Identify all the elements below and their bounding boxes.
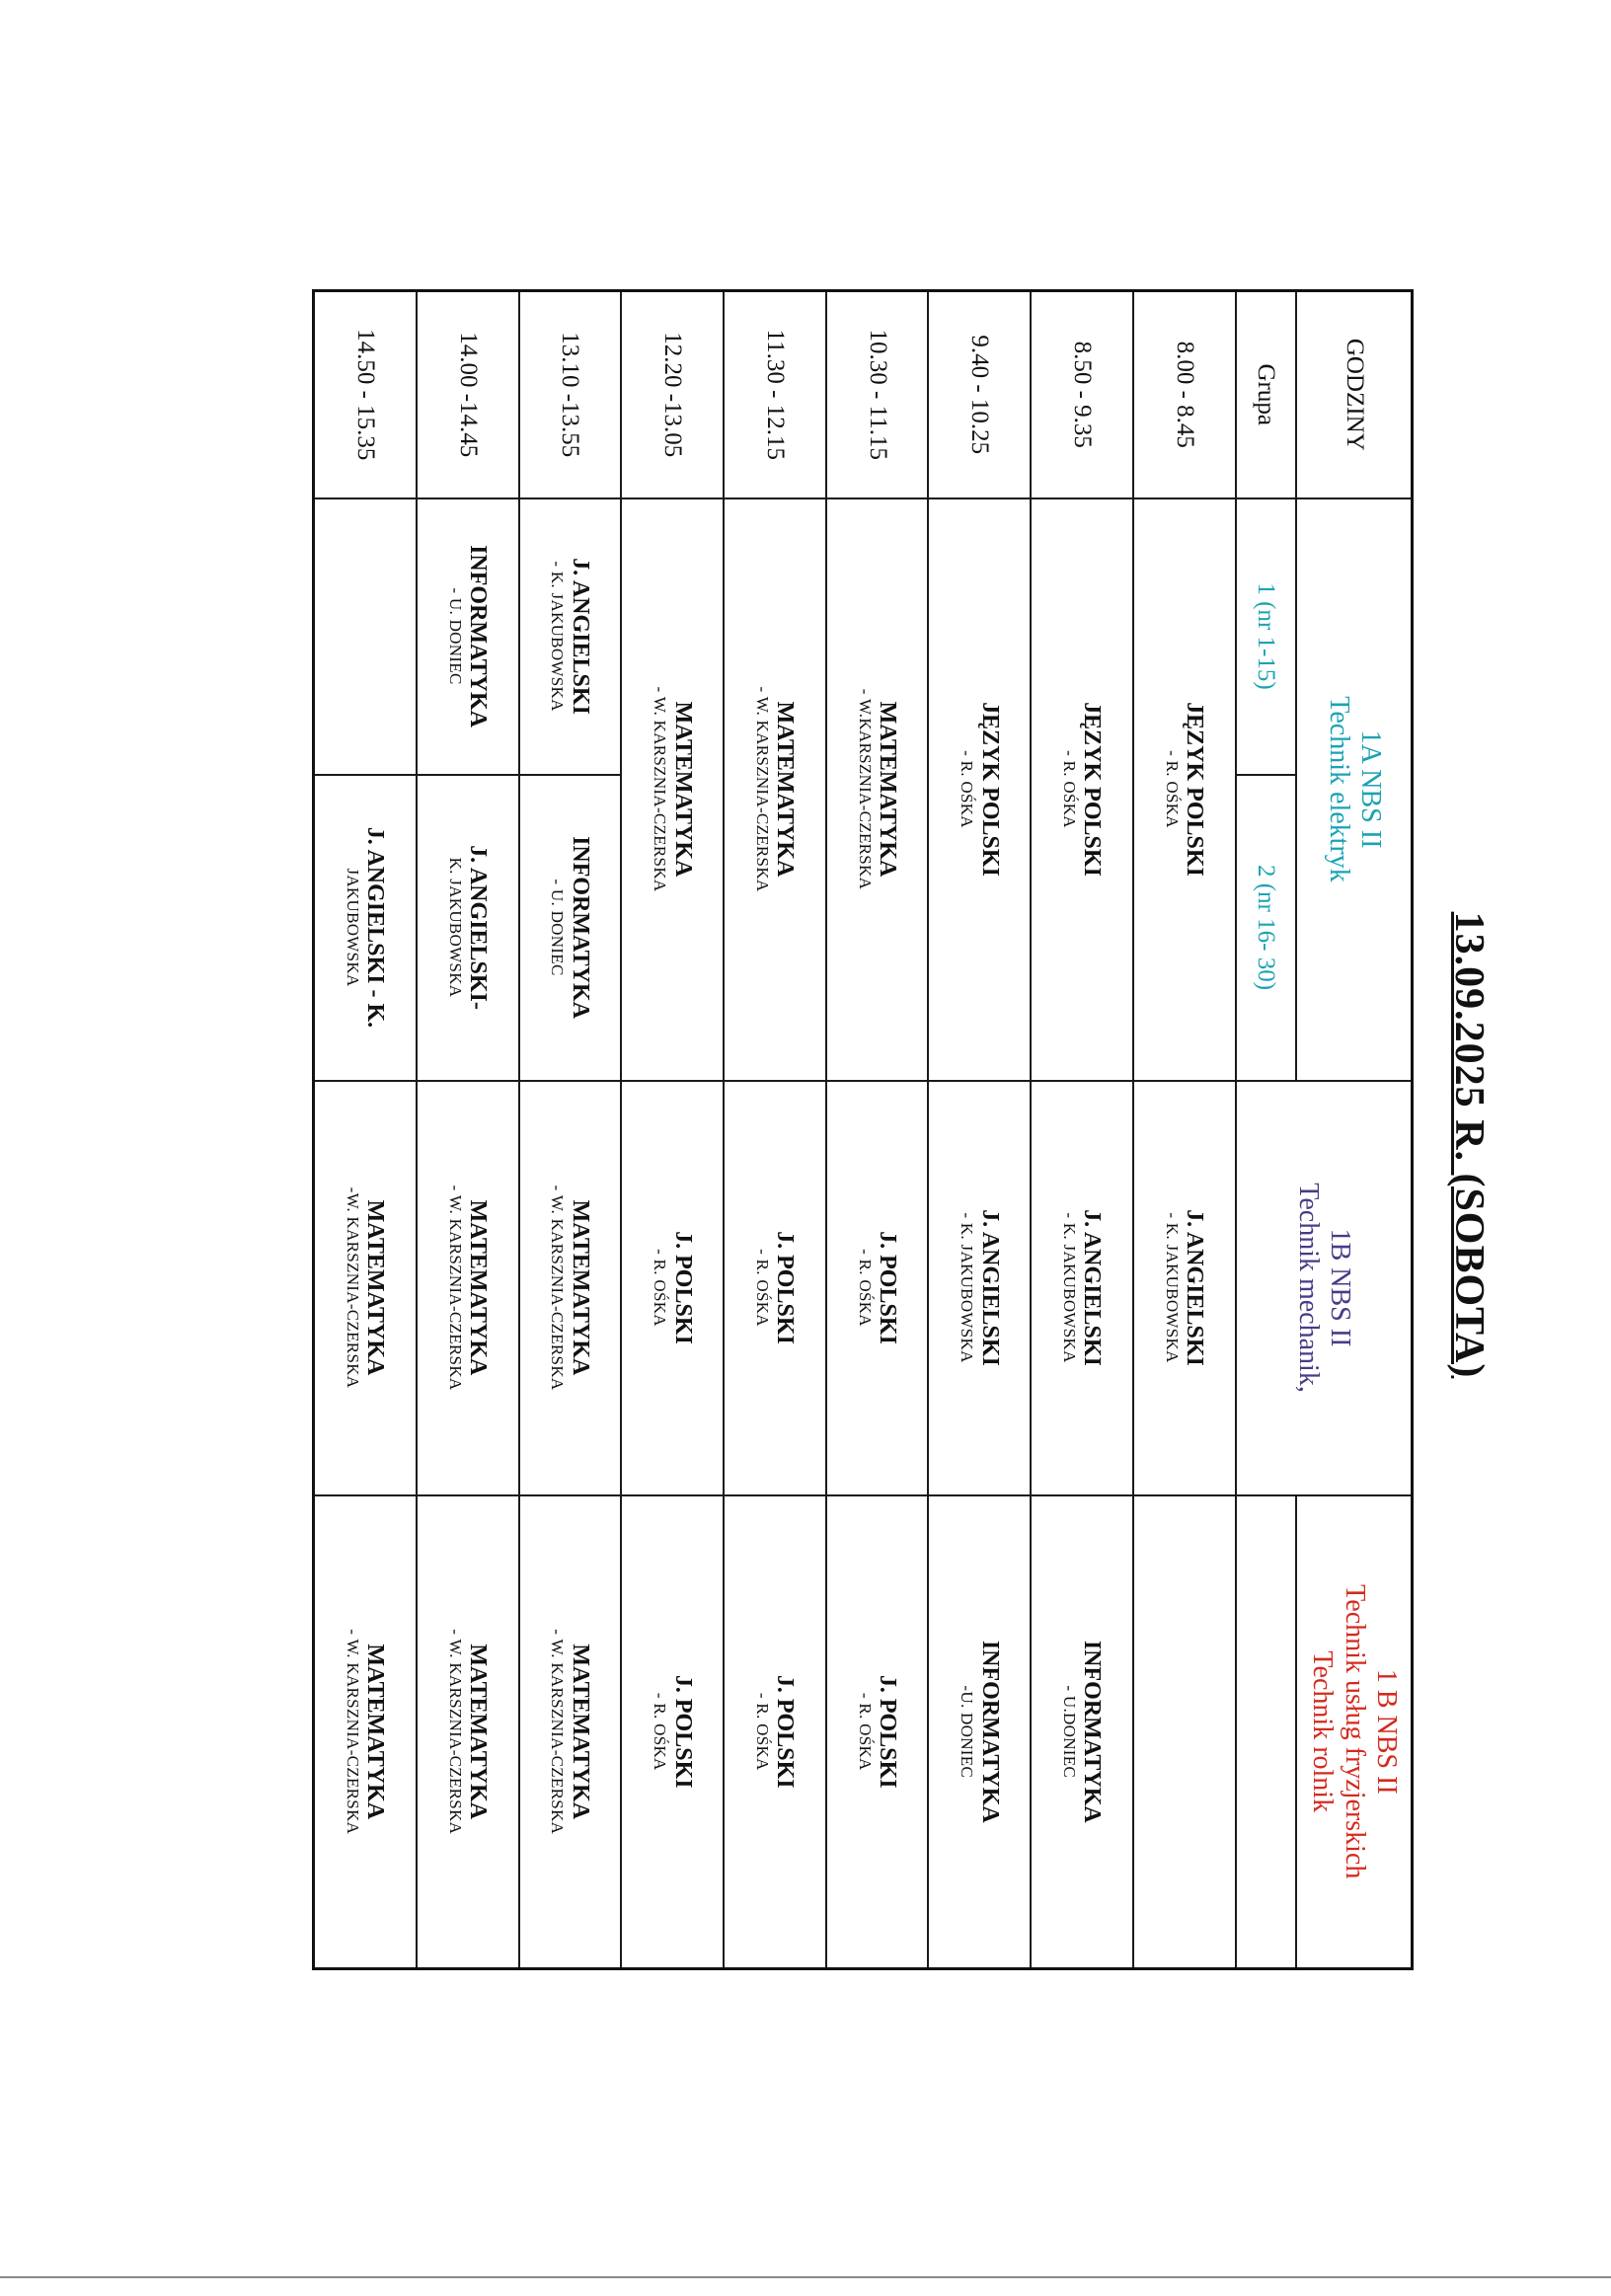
teacher: - W. KARSZNIA-CZERSKA <box>343 1629 362 1835</box>
subject: JĘZYK POLSKI <box>1079 702 1106 877</box>
lesson-1a <box>928 498 1031 1081</box>
subject: MATEMATYKA <box>772 701 799 878</box>
class-1b-profession: Technik mechanik, <box>1292 1183 1324 1393</box>
lesson-1b <box>519 1081 622 1495</box>
subject: J. ANGIELSKI <box>976 1209 1003 1366</box>
teacher: - R. OŚKA <box>752 1249 772 1327</box>
class-header-1b <box>1236 1081 1413 1495</box>
table-row <box>928 291 1031 1969</box>
subject: INFORMATYKA <box>976 1640 1003 1823</box>
class-1a-name: 1A NBS II <box>1354 729 1386 849</box>
subject: INFORMATYKA <box>567 836 593 1019</box>
table-row <box>621 291 724 1969</box>
time-cell: 14.00 -14.45 <box>417 291 519 498</box>
teacher: - W. KARSZNIA-CZERSKA <box>445 1629 465 1835</box>
subject: MATEMATYKA <box>669 701 696 878</box>
teacher: K. JAKUBOWSKA <box>445 857 465 998</box>
subject: J. POLSKI <box>772 1674 799 1789</box>
subject: INFORMATYKA <box>1079 1640 1106 1823</box>
subject: JĘZYK POLSKI <box>1182 702 1208 877</box>
class-1b-name: 1B NBS II <box>1324 1228 1355 1347</box>
lesson-1a-group-1 <box>519 498 622 775</box>
subject: MATEMATYKA <box>874 701 900 878</box>
teacher: - K. JAKUBOWSKA <box>1162 1212 1182 1363</box>
lesson-1a <box>1133 498 1236 1081</box>
lesson-1b-2 <box>519 1495 622 1969</box>
teacher: - W.KARSZNIA-CZERSKA <box>855 688 875 890</box>
subject: J. ANGIELSKI- <box>465 845 492 1010</box>
lesson-1a-group-1 <box>314 498 417 775</box>
lesson-1a <box>724 498 826 1081</box>
schedule-table <box>312 289 1414 1970</box>
teacher: - U.DONIEC <box>1059 1685 1079 1779</box>
subject: J. POLSKI <box>874 1231 900 1344</box>
lesson-1b-2 <box>826 1495 929 1969</box>
lesson-1b <box>1133 1081 1236 1495</box>
subject: J. POLSKI <box>669 1674 696 1789</box>
lesson-1b <box>928 1081 1031 1495</box>
class-1a-profession: Technik elektryk <box>1323 696 1354 882</box>
lesson-1b-2 <box>1133 1495 1236 1969</box>
time-cell: 10.30 - 11.15 <box>826 291 929 498</box>
table-row <box>826 291 929 1969</box>
table-row <box>1031 291 1133 1969</box>
table-row <box>417 291 519 1969</box>
lesson-1b <box>621 1081 724 1495</box>
teacher: - U. DONIEC <box>548 879 568 976</box>
teacher: - W. KARSZNIA-CZERSKA <box>548 1185 568 1391</box>
table-row <box>519 291 622 1969</box>
lesson-1b <box>826 1081 929 1495</box>
lesson-1a-group-2 <box>417 775 519 1081</box>
teacher: - R. OŚKA <box>651 1692 670 1771</box>
teacher: - R. OŚKA <box>958 750 977 828</box>
lesson-1b-2 <box>1031 1495 1133 1969</box>
lesson-1b <box>1031 1081 1133 1495</box>
lesson-1a-group-1 <box>417 498 519 775</box>
scanner-edge <box>0 2276 1611 2278</box>
subject: MATEMATYKA <box>567 1644 593 1820</box>
schedule-wrap <box>312 289 1414 1967</box>
lesson-1b-2 <box>621 1495 724 1969</box>
time-cell: 13.10 -13.55 <box>519 291 622 498</box>
lesson-1a <box>1031 498 1133 1081</box>
class-1b2-profession: Technik usług fryzjerskich <box>1339 1584 1370 1879</box>
lesson-1b-2 <box>928 1495 1031 1969</box>
lesson-1b-2 <box>417 1495 519 1969</box>
subject: JĘZYK POLSKI <box>976 702 1003 877</box>
subject: J. ANGIELSKI <box>567 558 593 715</box>
group-2: 2 (nr 16- 30) <box>1236 775 1297 1081</box>
lesson-1b <box>724 1081 826 1495</box>
teacher: - U. DONIEC <box>445 587 465 685</box>
time-cell: 11.30 - 12.15 <box>724 291 826 498</box>
hours-header: GODZINY <box>1296 291 1412 498</box>
subject: J. ANGIELSKI <box>1079 1209 1106 1366</box>
lesson-1a-group-2 <box>314 775 417 1081</box>
time-cell: 8.50 - 9.35 <box>1031 291 1133 498</box>
subject: MATEMATYKA <box>465 1199 492 1376</box>
lesson-1a <box>826 498 929 1081</box>
teacher: - R. OŚKA <box>1162 750 1182 828</box>
teacher: - W. KARSZNIA-CZERSKA <box>752 686 772 892</box>
teacher: -U. DONIEC <box>958 1685 977 1779</box>
teacher: - R. OŚKA <box>855 1692 875 1771</box>
teacher: - K. JAKUBOWSKA <box>548 561 568 712</box>
class-1b2-profession-2: Technik rolnik <box>1307 1650 1339 1813</box>
lesson-1b <box>314 1081 417 1495</box>
time-cell: 8.00 - 8.45 <box>1133 291 1236 498</box>
table-row <box>1133 291 1236 1969</box>
header-row <box>1296 291 1412 1969</box>
teacher: - K. JAKUBOWSKA <box>958 1212 977 1363</box>
time-cell: 9.40 - 10.25 <box>928 291 1031 498</box>
teacher: - W. KARSZNIA-CZERSKA <box>445 1185 465 1391</box>
page-title-wrap <box>1447 849 1491 1441</box>
teacher: - R. OŚKA <box>752 1692 772 1771</box>
group-empty-c <box>1236 1495 1297 1969</box>
teacher: - K. JAKUBOWSKA <box>1059 1212 1079 1363</box>
lesson-1b-2 <box>724 1495 826 1969</box>
teacher: JAKUBOWSKA <box>343 868 362 987</box>
subject: J. POLSKI <box>874 1674 900 1789</box>
time-cell: 12.20 -13.05 <box>621 291 724 498</box>
subject: MATEMATYKA <box>362 1644 389 1820</box>
time-cell: 14.50 - 15.35 <box>314 291 417 498</box>
subject: MATEMATYKA <box>362 1199 389 1376</box>
teacher: - R. OŚKA <box>1059 750 1079 828</box>
subject: J. ANGIELSKI <box>1182 1209 1208 1366</box>
class-header-1b-2 <box>1296 1495 1412 1969</box>
lesson-1a <box>621 498 724 1081</box>
table-row <box>314 291 417 1969</box>
page-title: 13.09.2025 R. (SOBOTA) <box>1446 911 1492 1379</box>
teacher: - R. OŚKA <box>651 1249 670 1327</box>
subject: J. POLSKI <box>772 1231 799 1344</box>
subject: INFORMATYKA <box>465 545 492 727</box>
group-1: 1 (nr 1-15) <box>1236 498 1297 775</box>
subject: MATEMATYKA <box>465 1644 492 1820</box>
subject: J. POLSKI <box>669 1231 696 1344</box>
lesson-1b <box>417 1081 519 1495</box>
teacher: - R. OŚKA <box>855 1249 875 1327</box>
teacher: - W. KARSZNIA-CZERSKA <box>548 1629 568 1835</box>
class-1b2-name: 1 B NBS II <box>1370 1668 1402 1795</box>
lesson-1a-group-2 <box>519 775 622 1081</box>
group-label: Grupa <box>1236 291 1297 498</box>
teacher: - W. KARSZNIA-CZERSKA <box>651 686 670 892</box>
subject: MATEMATYKA <box>567 1199 593 1376</box>
class-header-1a <box>1296 498 1412 1081</box>
lesson-1b-2 <box>314 1495 417 1969</box>
teacher: -W. KARSZNIA-CZERSKA <box>343 1186 362 1389</box>
table-row <box>724 291 826 1969</box>
subject: J. ANGIELSKI - K. <box>362 826 389 1029</box>
